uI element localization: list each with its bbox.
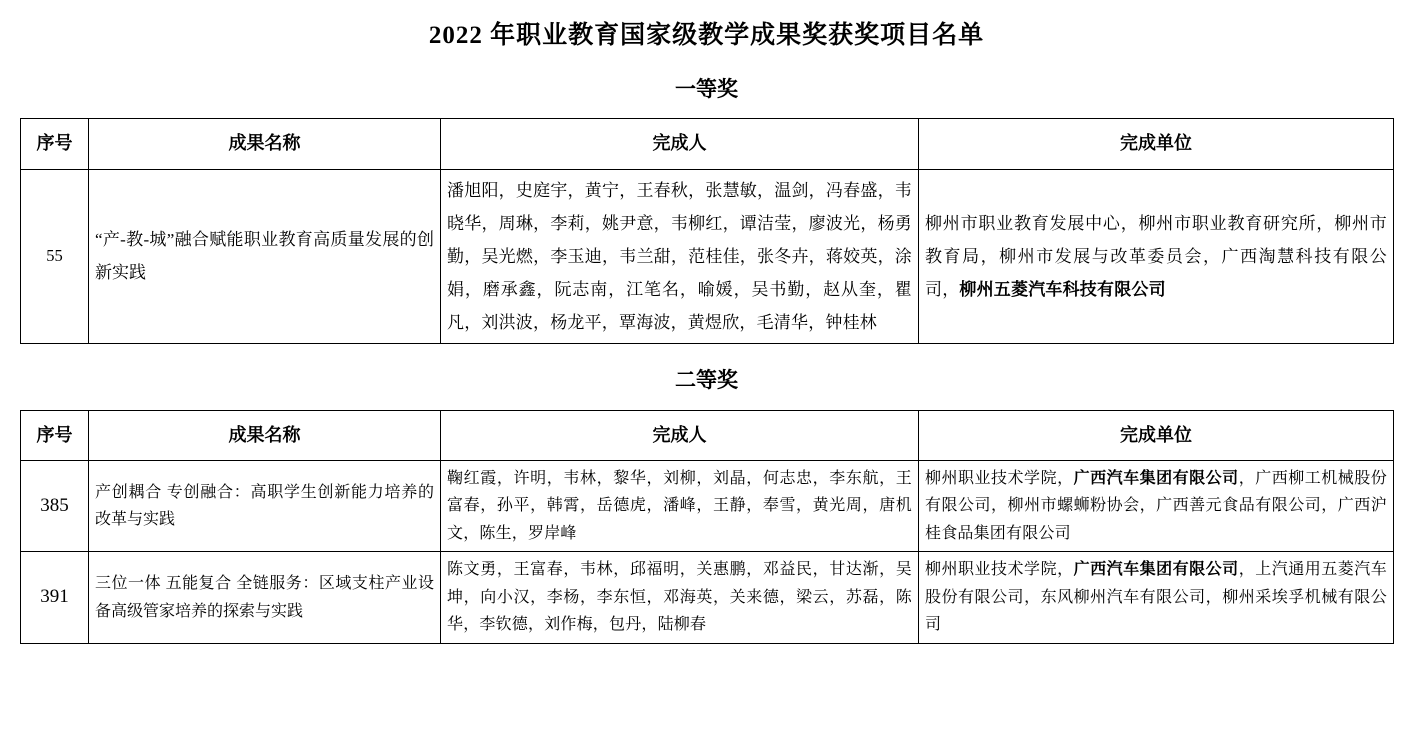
row-no: 55 xyxy=(21,169,89,344)
row-contributors: 鞠红霞，许明，韦林，黎华，刘柳，刘晶，何志忠，李东航，王富春，孙平，韩霄，岳德虎，潘峰，王静，奉雪，黄光周，唐机文，陈生，罗岸峰 xyxy=(441,460,919,552)
column-header-people: 完成人 xyxy=(441,410,919,460)
row-achievement-name: “产-教-城”融合赋能职业教育高质量发展的创新实践 xyxy=(89,169,441,344)
row-contributors: 陈文勇，王富春，韦林，邱福明，关惠鹏，邓益民，甘达渐，吴坤，向小汉，李杨，李东恒，邓海英，关来德，梁云，苏磊，陈华，李钦德，刘作梅，包丹，陆柳春 xyxy=(441,552,919,644)
row-units xyxy=(919,552,1394,644)
column-header-no: 序号 xyxy=(21,410,89,460)
page-title: 2022 年职业教育国家级教学成果奖获奖项目名单 xyxy=(428,22,985,49)
section-heading-second-prize: 二等奖 xyxy=(675,368,738,393)
row-units-prefix: 柳州市职业教育发展中心，柳州市职业教育研究所，柳州市教育局，柳州市发展与改革委员会，广西淘慧科技有限公司， xyxy=(925,213,1387,299)
row-units-highlight: 广西汽车集团有限公司 xyxy=(1073,561,1239,579)
column-header-name: 成果名称 xyxy=(89,119,441,169)
row-units-suffix: ，上汽通用五菱汽车股份有限公司，东风柳州汽车有限公司，柳州采埃孚机械有限公司 xyxy=(925,561,1387,634)
table-row xyxy=(21,460,1394,552)
row-units-prefix: 柳州职业技术学院， xyxy=(925,469,1074,487)
column-header-name: 成果名称 xyxy=(89,410,441,460)
row-units-highlight: 柳州五菱汽车科技有限公司 xyxy=(959,279,1166,299)
table-header-row xyxy=(21,119,1394,169)
second-prize-table xyxy=(20,410,1394,644)
row-units-prefix: 柳州职业技术学院， xyxy=(925,561,1074,579)
column-header-no: 序号 xyxy=(21,119,89,169)
table-header-row xyxy=(21,410,1394,460)
row-achievement-name: 三位一体 五能复合 全链服务：区域支柱产业设备高级管家培养的探索与实践 xyxy=(89,552,441,644)
column-header-unit: 完成单位 xyxy=(919,119,1394,169)
row-no: 385 xyxy=(21,460,89,552)
row-units-suffix: ，广西柳工机械股份有限公司，柳州市螺蛳粉协会，广西善元食品有限公司，广西沪桂食品集团有限公司 xyxy=(925,469,1387,542)
column-header-people: 完成人 xyxy=(441,119,919,169)
column-header-unit: 完成单位 xyxy=(919,410,1394,460)
row-units xyxy=(919,169,1394,344)
row-units xyxy=(919,460,1394,552)
table-row xyxy=(21,552,1394,644)
row-units-highlight: 广西汽车集团有限公司 xyxy=(1073,469,1239,487)
row-achievement-name: 产创耦合 专创融合：高职学生创新能力培养的改革与实践 xyxy=(89,460,441,552)
row-contributors: 潘旭阳，史庭宇，黄宁，王春秋，张慧敏，温剑，冯春盛，韦晓华，周琳，李莉，姚尹意，韦柳红，谭洁莹，廖波光，杨勇勤，吴光燃，李玉迪，韦兰甜，范桂佳，张冬卉，蒋姣英，涂娟，磨承鑫，阮志南，江笔名，喻媛，吴书勤，赵从奎，瞿凡，刘洪波，杨龙平，覃海波，黄煜欣，毛清华，钟桂林 xyxy=(441,169,919,344)
section-heading-first-prize: 一等奖 xyxy=(675,77,738,101)
first-prize-table xyxy=(20,118,1394,344)
table-row xyxy=(21,169,1394,344)
row-no: 391 xyxy=(21,552,89,644)
